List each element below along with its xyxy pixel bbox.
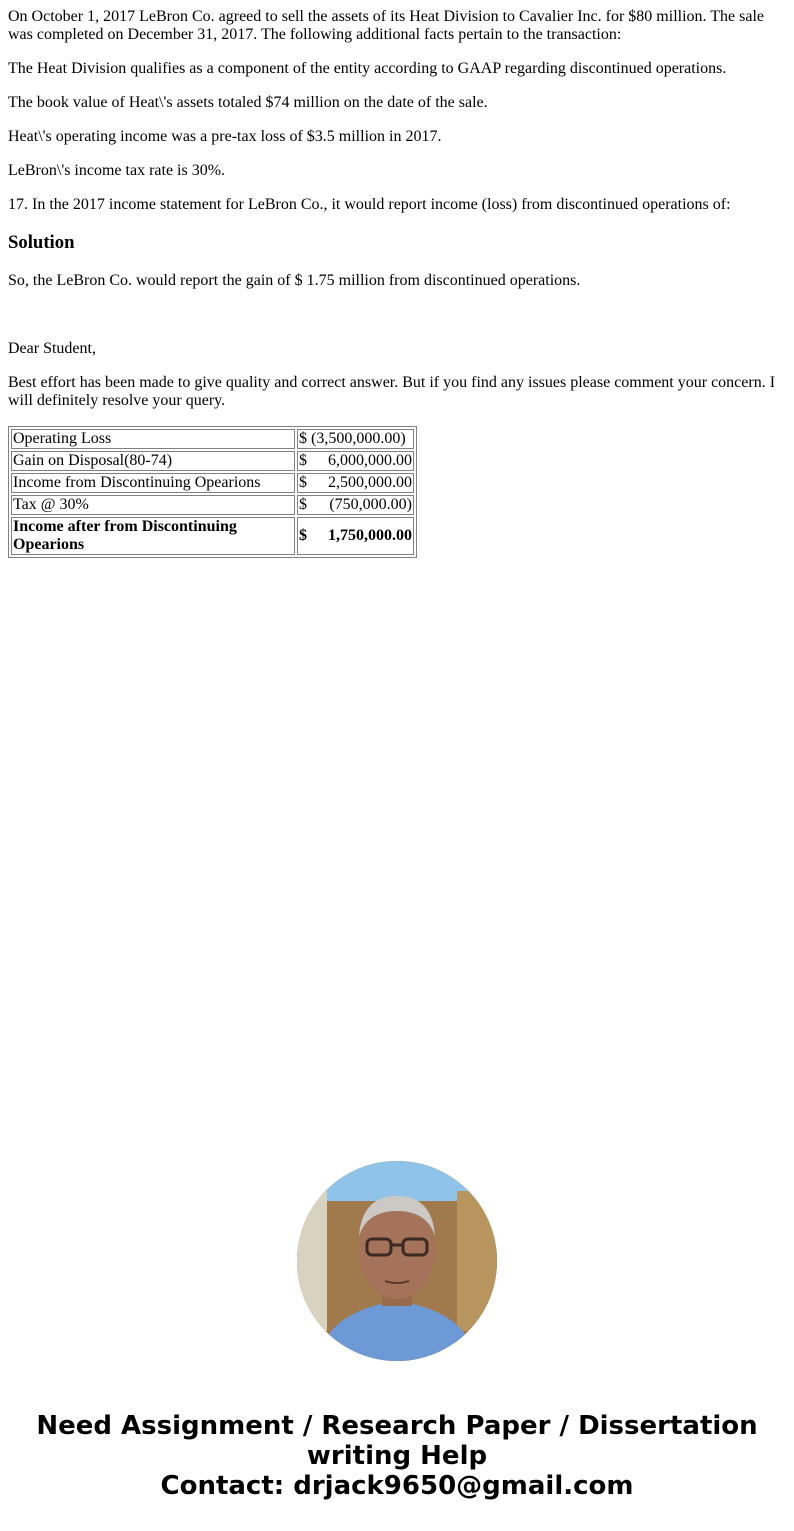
row-label: Operating Loss bbox=[11, 429, 295, 449]
note: Best effort has been made to give quality and correct answer. But if you find any issues please comment your concern. I will definitely resolve your query. bbox=[8, 374, 776, 409]
amount: 6,000,000.00 bbox=[328, 452, 412, 469]
calculation-table bbox=[8, 426, 417, 558]
row-amount bbox=[297, 429, 414, 449]
amount: (3,500,000.00) bbox=[311, 430, 406, 447]
amount: (750,000.00) bbox=[329, 496, 412, 513]
amount: 2,500,000.00 bbox=[328, 474, 412, 491]
author-avatar bbox=[297, 1161, 497, 1361]
amount: 1,750,000.00 bbox=[328, 527, 412, 544]
currency: $ bbox=[299, 430, 307, 447]
fact-2: The book value of Heat\'s assets totaled $74 million on the date of the sale. bbox=[8, 94, 488, 111]
greeting: Dear Student, bbox=[8, 340, 96, 357]
footer-contact: Contact: drjack9650@gmail.com bbox=[160, 1471, 634, 1501]
currency: $ bbox=[299, 474, 307, 491]
row-label: Tax @ 30% bbox=[11, 495, 295, 515]
currency: $ bbox=[299, 496, 307, 513]
row-amount bbox=[297, 473, 414, 493]
solution-answer: So, the LeBron Co. would report the gain of $ 1.75 million from discontinued operations. bbox=[8, 272, 581, 289]
fact-3: Heat\'s operating income was a pre-tax loss of $3.5 million in 2017. bbox=[8, 128, 442, 145]
solution-heading: Solution bbox=[8, 232, 75, 253]
row-label: Income after from Discontinuing Opearions bbox=[11, 517, 295, 555]
table-row bbox=[11, 495, 414, 515]
table-row bbox=[11, 473, 414, 493]
row-amount bbox=[297, 517, 414, 555]
table-row bbox=[11, 451, 414, 471]
row-amount bbox=[297, 495, 414, 515]
question-intro: On October 1, 2017 LeBron Co. agreed to sell the assets of its Heat Division to Cavalier Inc. for $80 million. The sale was completed on December 31, 2017. The following additional facts pertain to the transaction: bbox=[8, 8, 764, 43]
currency: $ bbox=[299, 527, 307, 544]
question-prompt: 17. In the 2017 income statement for LeBron Co., it would report income (loss) from discontinued operations of: bbox=[8, 196, 731, 213]
fact-1: The Heat Division qualifies as a component of the entity according to GAAP regarding discontinued operations. bbox=[8, 60, 727, 77]
fact-4: LeBron\'s income tax rate is 30%. bbox=[8, 162, 226, 179]
document-body bbox=[0, 8, 794, 558]
footer-line-1: Need Assignment / Research Paper / Dissertation writing Help bbox=[36, 1411, 758, 1471]
footer-banner bbox=[0, 1411, 794, 1501]
table-row bbox=[11, 429, 414, 449]
row-amount bbox=[297, 451, 414, 471]
currency: $ bbox=[299, 452, 307, 469]
table-row-total bbox=[11, 517, 414, 555]
row-label: Gain on Disposal(80-74) bbox=[11, 451, 295, 471]
row-label: Income from Discontinuing Opearions bbox=[11, 473, 295, 493]
